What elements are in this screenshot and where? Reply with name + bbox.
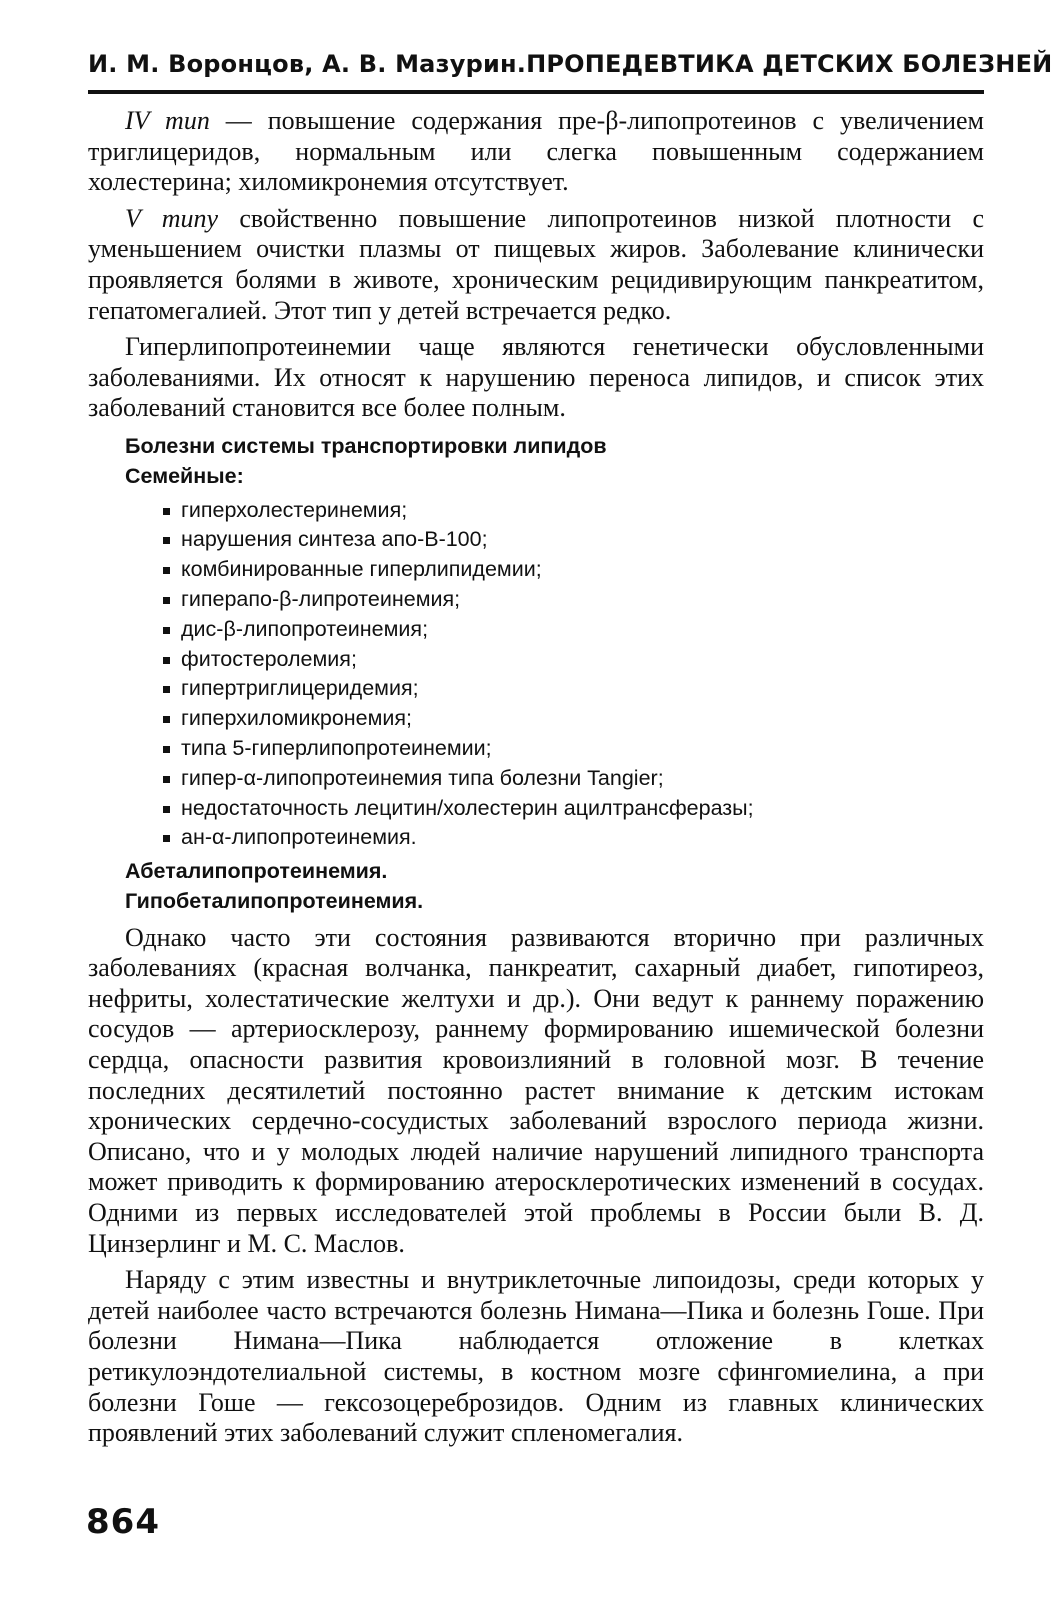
- list-item: комбинированные гиперлипидемии;: [163, 555, 984, 585]
- list-item: нарушения синтеза апо-В-100;: [163, 525, 984, 555]
- header-book-title: ПРОПЕДЕВТИКА ДЕТСКИХ БОЛЕЗНЕЙ: [526, 50, 1053, 78]
- bullet-icon: [163, 537, 170, 544]
- list-item: типа 5-гиперлипопротеинемии;: [163, 734, 984, 764]
- list-item: ан-α-липопротеинемия.: [163, 823, 984, 853]
- list-item: гиперхиломикронемия;: [163, 704, 984, 734]
- bullet-icon: [163, 686, 170, 693]
- disease-list: [125, 496, 984, 854]
- bullet-icon: [163, 746, 170, 753]
- bullet-icon: [163, 716, 170, 723]
- list-item: гипертриглицеридемия;: [163, 674, 984, 704]
- type-v-label: V типу: [125, 203, 219, 233]
- list-item: дис-β-липопротеинемия;: [163, 615, 984, 645]
- abetalipoproteinemia-heading: Абеталипопротеинемия.: [125, 859, 388, 884]
- bullet-icon: [163, 657, 170, 664]
- bullet-icon: [163, 597, 170, 604]
- running-head: [88, 50, 1053, 78]
- family-heading: Семейные:: [125, 463, 244, 488]
- bullet-icon: [163, 776, 170, 783]
- paragraph-secondary: Однако часто эти состояния развиваются вторично при различных заболеваниях (красная волчанка, панкреатит, сахарный диабет, гипотиреоз, нефриты, холестатические желтухи и др.). Они ведут к раннему поражению сосудов — артериосклерозу, раннему формированию ишемической болезни сердца, опасности развития кровоизлияний в головной мозг. В течение последних десятилетий постоянно растет внимание к детским истокам хронических сердечно-сосудистых заболеваний взрослого периода жизни. Описано, что и у молодых людей наличие нарушений липидного транспорта может приводить к формированию атеросклеротических изменений в сосудах. Одними из первых исследователей этой проблемы в России были В. Д. Цинзерлинг и М. С. Маслов.: [88, 922, 984, 1258]
- list-item: фитостеролемия;: [163, 645, 984, 675]
- section-heading: Болезни системы транспортировки липидов: [125, 433, 607, 458]
- page-body: [88, 106, 984, 1449]
- header-rule: [88, 90, 984, 94]
- list-item: гиперхолестеринемия;: [163, 496, 984, 526]
- list-item: недостаточность лецитин/холестерин ацилтрансферазы;: [163, 794, 984, 824]
- list-item: гипер-α-липопротеинемия типа болезни Tangier;: [163, 764, 984, 794]
- type-iv-text: — повышение содержания пре-β-липопротеинов с увеличением триглицеридов, нормальным или слегка повышенным содержанием холестерина; хиломикронемия отсутствует.: [88, 106, 984, 197]
- paragraph-genetic: Гиперлипопротеинемии чаще являются генетически обусловленными заболеваниями. Их относят к нарушению переноса липидов, и список этих заболеваний становится все более полным.: [88, 332, 984, 423]
- bullet-icon: [163, 567, 170, 574]
- paragraph-lipoidoses: Наряду с этим известны и внутриклеточные липоидозы, среди которых у детей наиболее часто встречаются болезнь Нимана—Пика и болезнь Гоше. При болезни Нимана—Пика наблюдается отложение в клетках ретикулоэндотелиальной системы, в костном мозге сфингомиелина, а при болезни Гоше — гексозоцереброзидов. Одним из главных клинических проявлений этих заболеваний служит спленомегалия.: [88, 1265, 984, 1448]
- bullet-icon: [163, 806, 170, 813]
- list-item: гиперапо-β-липротеинемия;: [163, 585, 984, 615]
- type-iv-label: IV тип: [125, 106, 210, 135]
- bullet-icon: [163, 835, 170, 842]
- bullet-icon: [163, 508, 170, 515]
- page-number: 864: [86, 1502, 160, 1542]
- hypobetalipoproteinemia-heading: Гипобеталипопротеинемия.: [125, 888, 424, 913]
- bullet-icon: [163, 627, 170, 634]
- lipid-transport-section: [125, 432, 984, 917]
- paragraph-type-iv: [88, 106, 984, 198]
- type-v-text: свойственно повышение липопротеинов низкой плотности с уменьшением очистки плазмы от пищевых жиров. Заболевание клинически проявляется болями в животе, хроническим рецидивирующим панкреатитом, гепатомегалией. Этот тип у детей встречается редко.: [88, 203, 984, 325]
- paragraph-type-v: [88, 204, 984, 326]
- header-authors: И. М. Воронцов, А. В. Мазурин.: [88, 50, 527, 78]
